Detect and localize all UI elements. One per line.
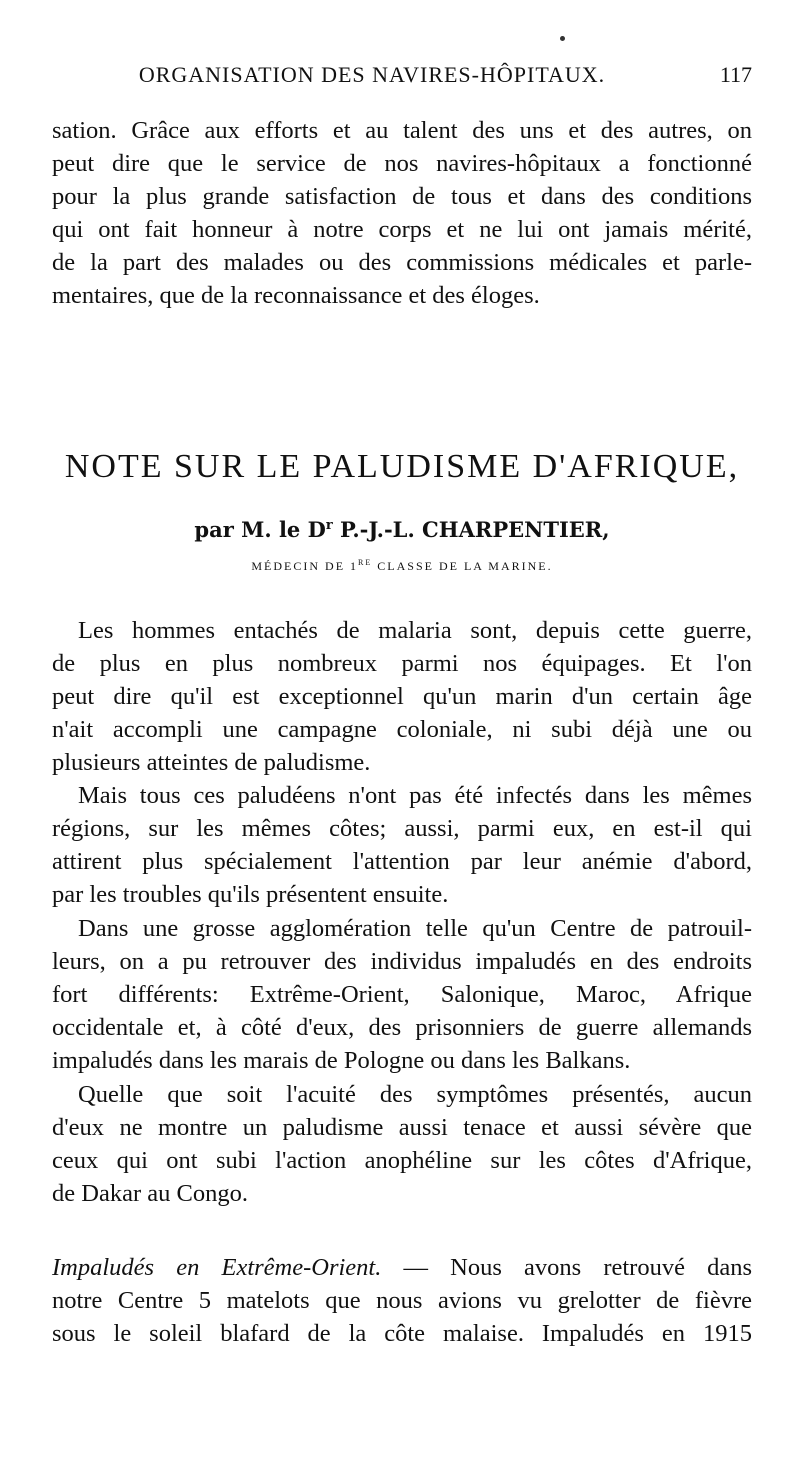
paragraph-intro bbox=[52, 614, 752, 779]
byline-superscript: r bbox=[325, 518, 333, 533]
text-line: d'eux ne montre un paludisme aussi tenace et aussi sévère que bbox=[52, 1114, 752, 1141]
paragraph-centre bbox=[52, 912, 752, 1077]
affiliation-superscript: RE bbox=[358, 558, 373, 567]
running-title: ORGANISATION DES NAVIRES-HÔPITAUX. bbox=[138, 62, 606, 87]
text-line: Mais tous ces paludéens n'ont pas été infectés dans les mêmes bbox=[78, 782, 752, 809]
text-line: ceux qui ont subi l'action anophéline sur les côtes d'Afrique, bbox=[52, 1147, 752, 1174]
text-line: Quelle que soit l'acuité des symptômes présentés, aucun bbox=[78, 1081, 752, 1108]
text-line: de plus en plus nombreux parmi nos équipages. Et l'on bbox=[52, 650, 752, 677]
ink-speck bbox=[560, 36, 565, 41]
author-affiliation bbox=[52, 558, 752, 574]
section-lead: Impaludés en Extrême-Orient. bbox=[52, 1254, 382, 1281]
affiliation-suffix: CLASSE DE LA MARINE. bbox=[372, 559, 553, 573]
text-line: pour la plus grande satisfaction de tous et dans des conditions bbox=[52, 183, 752, 210]
text-line: Les hommes entachés de malaria sont, depuis cette guerre, bbox=[78, 617, 752, 644]
text-line: notre Centre 5 matelots que nous avions vu grelotter de fièvre bbox=[52, 1287, 752, 1314]
text-line: sous le soleil blafard de la côte malaise. Impaludés en 1915 bbox=[52, 1320, 752, 1347]
article-title: NOTE SUR LE PALUDISME D'AFRIQUE, bbox=[64, 448, 740, 485]
text-line: qui ont fait honneur à notre corps et ne lui ont jamais mérité, bbox=[52, 216, 752, 243]
text-line: fort différents: Extrême-Orient, Salonique, Maroc, Afrique bbox=[52, 981, 752, 1008]
text-line: de Dakar au Congo. bbox=[52, 1180, 248, 1207]
text-line: peut dire que le service de nos navires-hôpitaux a fonctionné bbox=[52, 150, 752, 177]
text-line: sation. Grâce aux efforts et au talent des uns et des autres, on bbox=[52, 117, 752, 144]
text-line: de la part des malades ou des commissions médicales et parle- bbox=[52, 249, 752, 276]
text-line: plusieurs atteintes de paludisme. bbox=[52, 749, 371, 776]
byline bbox=[52, 517, 752, 542]
text-line: peut dire qu'il est exceptionnel qu'un marin d'un certain âge bbox=[52, 683, 752, 710]
paragraph-continuation bbox=[52, 114, 752, 312]
text-line: régions, sur les mêmes côtes; aussi, parmi eux, en est-il qui bbox=[52, 815, 752, 842]
text-line: impaludés dans les marais de Pologne ou dans les Balkans. bbox=[52, 1047, 631, 1074]
paragraph-extreme-orient bbox=[52, 1251, 752, 1350]
text-line-rest: — Nous avons retrouvé dans bbox=[381, 1254, 752, 1281]
page-number: 117 bbox=[719, 62, 752, 87]
text-line: leurs, on a pu retrouver des individus impaludés en des endroits bbox=[52, 948, 752, 975]
byline-prefix: par M. le D bbox=[194, 517, 326, 542]
text-line bbox=[52, 1251, 752, 1284]
paragraph-severity bbox=[52, 1078, 752, 1210]
text-line: Dans une grosse agglomération telle qu'un Centre de patrouil- bbox=[78, 915, 752, 942]
text-line: occidentale et, à côté d'eux, des prisonniers de guerre allemands bbox=[52, 1014, 752, 1041]
text-line: n'ait accompli une campagne coloniale, ni subi déjà une ou bbox=[52, 716, 752, 743]
text-line: par les troubles qu'ils présentent ensuite. bbox=[52, 881, 449, 908]
paragraph-regions bbox=[52, 779, 752, 911]
running-head bbox=[52, 62, 752, 92]
text-line: mentaires, que de la reconnaissance et des éloges. bbox=[52, 282, 540, 309]
author-name: P.-J.-L. CHARPENTIER, bbox=[332, 517, 610, 542]
affiliation-prefix: MÉDECIN DE 1 bbox=[251, 559, 359, 573]
text-line: attirent plus spécialement l'attention par leur anémie d'abord, bbox=[52, 848, 752, 875]
